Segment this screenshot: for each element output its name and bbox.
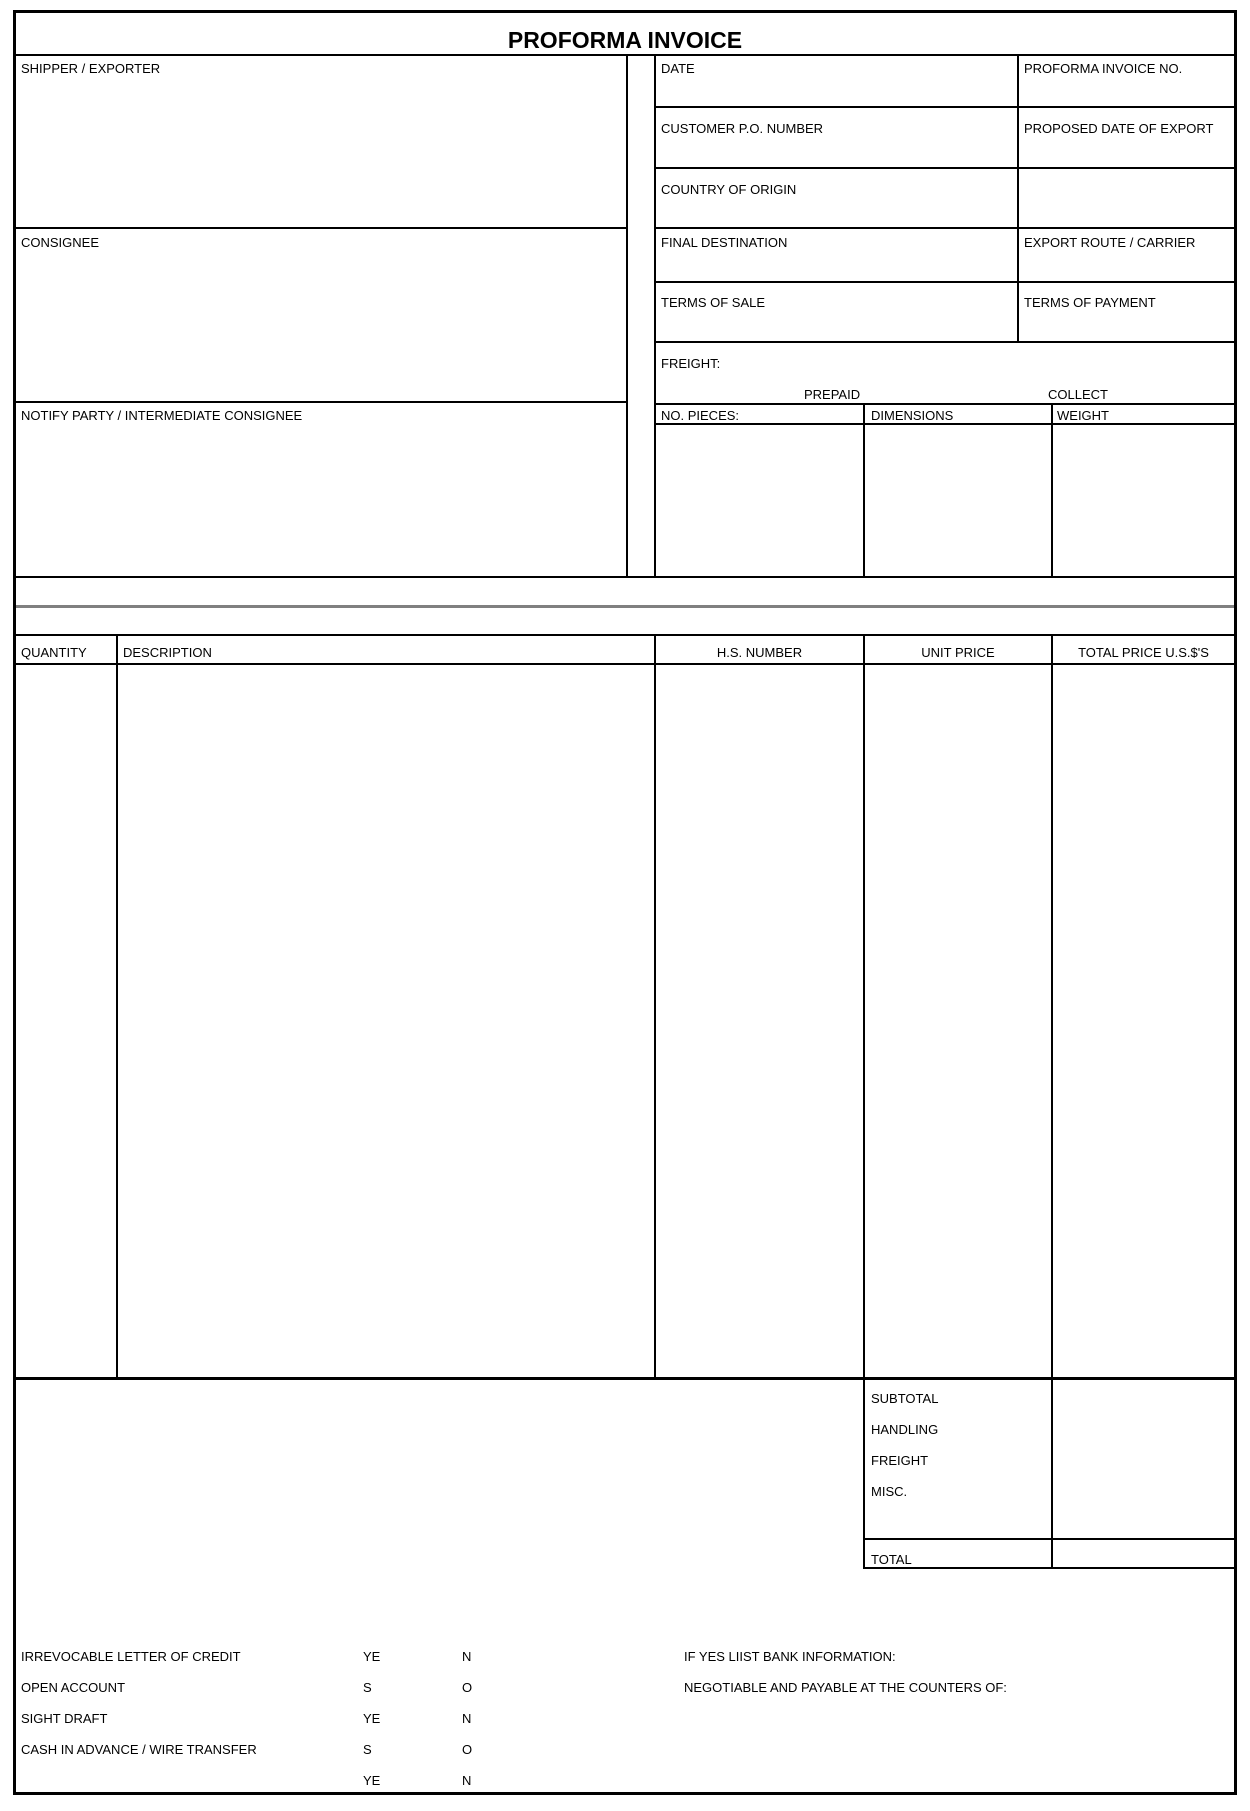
divider bbox=[16, 54, 1234, 56]
divider bbox=[656, 423, 1234, 425]
misc-label: MISC. bbox=[871, 1484, 908, 1499]
total-label: TOTAL bbox=[871, 1552, 912, 1567]
divider bbox=[626, 54, 628, 578]
export-route-label: EXPORT ROUTE / CARRIER bbox=[1024, 235, 1196, 250]
no-pieces-label: NO. PIECES: bbox=[661, 408, 740, 423]
notify-party-label: NOTIFY PARTY / INTERMEDIATE CONSIGNEE bbox=[21, 408, 303, 423]
terms-sale-label: TERMS OF SALE bbox=[661, 295, 766, 310]
divider bbox=[16, 227, 626, 229]
proposed-date-label: PROPOSED DATE OF EXPORT bbox=[1024, 121, 1214, 136]
bank-info-label: IF YES LIIST BANK INFORMATION: bbox=[684, 1649, 896, 1664]
divider bbox=[863, 403, 865, 578]
page-title: PROFORMA INVOICE bbox=[507, 27, 743, 53]
prepaid-label: PREPAID bbox=[804, 387, 861, 402]
payment-no-mark: N bbox=[462, 1711, 472, 1726]
divider bbox=[863, 1567, 1234, 1569]
payment-no-mark: N bbox=[462, 1649, 472, 1664]
divider bbox=[656, 403, 1234, 405]
payment-option-label: CASH IN ADVANCE / WIRE TRANSFER bbox=[21, 1742, 257, 1757]
payment-yes-mark: YE bbox=[363, 1649, 381, 1664]
freight-label: FREIGHT: bbox=[661, 356, 721, 371]
payment-option-label: IRREVOCABLE LETTER OF CREDIT bbox=[21, 1649, 241, 1664]
shipper-label: SHIPPER / EXPORTER bbox=[21, 61, 161, 76]
collect-label: COLLECT bbox=[1048, 387, 1108, 402]
description-header: DESCRIPTION bbox=[123, 645, 212, 660]
unit-price-header: UNIT PRICE bbox=[921, 645, 995, 660]
consignee-label: CONSIGNEE bbox=[21, 235, 100, 250]
country-origin-label: COUNTRY OF ORIGIN bbox=[661, 182, 797, 197]
payment-yes-mark: S bbox=[363, 1680, 372, 1695]
divider bbox=[1017, 54, 1019, 343]
divider bbox=[116, 634, 118, 1379]
divider bbox=[656, 227, 1234, 229]
payment-no-mark: O bbox=[462, 1680, 473, 1695]
dimensions-label: DIMENSIONS bbox=[871, 408, 954, 423]
terms-payment-label: TERMS OF PAYMENT bbox=[1024, 295, 1156, 310]
divider bbox=[863, 634, 865, 1569]
subtotal-label: SUBTOTAL bbox=[871, 1391, 939, 1406]
divider bbox=[656, 341, 1234, 343]
divider bbox=[1051, 403, 1053, 578]
hs-number-header: H.S. NUMBER bbox=[716, 645, 803, 660]
weight-label: WEIGHT bbox=[1057, 408, 1109, 423]
divider bbox=[654, 54, 656, 578]
divider bbox=[16, 605, 1234, 608]
invoice-no-label: PROFORMA INVOICE NO. bbox=[1024, 61, 1183, 76]
quantity-header: QUANTITY bbox=[21, 645, 87, 660]
payment-yes-mark: YE bbox=[363, 1773, 381, 1788]
payment-option-label: OPEN ACCOUNT bbox=[21, 1680, 126, 1695]
total-price-header: TOTAL PRICE U.S.$'S bbox=[1078, 645, 1209, 660]
divider bbox=[656, 167, 1234, 169]
divider bbox=[863, 1538, 1234, 1540]
payment-option-label: SIGHT DRAFT bbox=[21, 1711, 108, 1726]
proforma-invoice-form bbox=[13, 10, 1237, 1795]
divider bbox=[656, 281, 1234, 283]
negotiable-label: NEGOTIABLE AND PAYABLE AT THE COUNTERS OF: bbox=[684, 1680, 1007, 1695]
payment-yes-mark: YE bbox=[363, 1711, 381, 1726]
customer-po-label: CUSTOMER P.O. NUMBER bbox=[661, 121, 824, 136]
divider bbox=[656, 106, 1234, 108]
payment-yes-mark: S bbox=[363, 1742, 372, 1757]
payment-no-mark: O bbox=[462, 1742, 473, 1757]
handling-label: HANDLING bbox=[871, 1422, 939, 1437]
divider bbox=[654, 634, 656, 1379]
payment-no-mark: N bbox=[462, 1773, 472, 1788]
divider bbox=[16, 401, 626, 403]
final-destination-label: FINAL DESTINATION bbox=[661, 235, 788, 250]
date-label: DATE bbox=[661, 61, 695, 76]
divider bbox=[1051, 634, 1053, 1569]
freight-total-label: FREIGHT bbox=[871, 1453, 929, 1468]
